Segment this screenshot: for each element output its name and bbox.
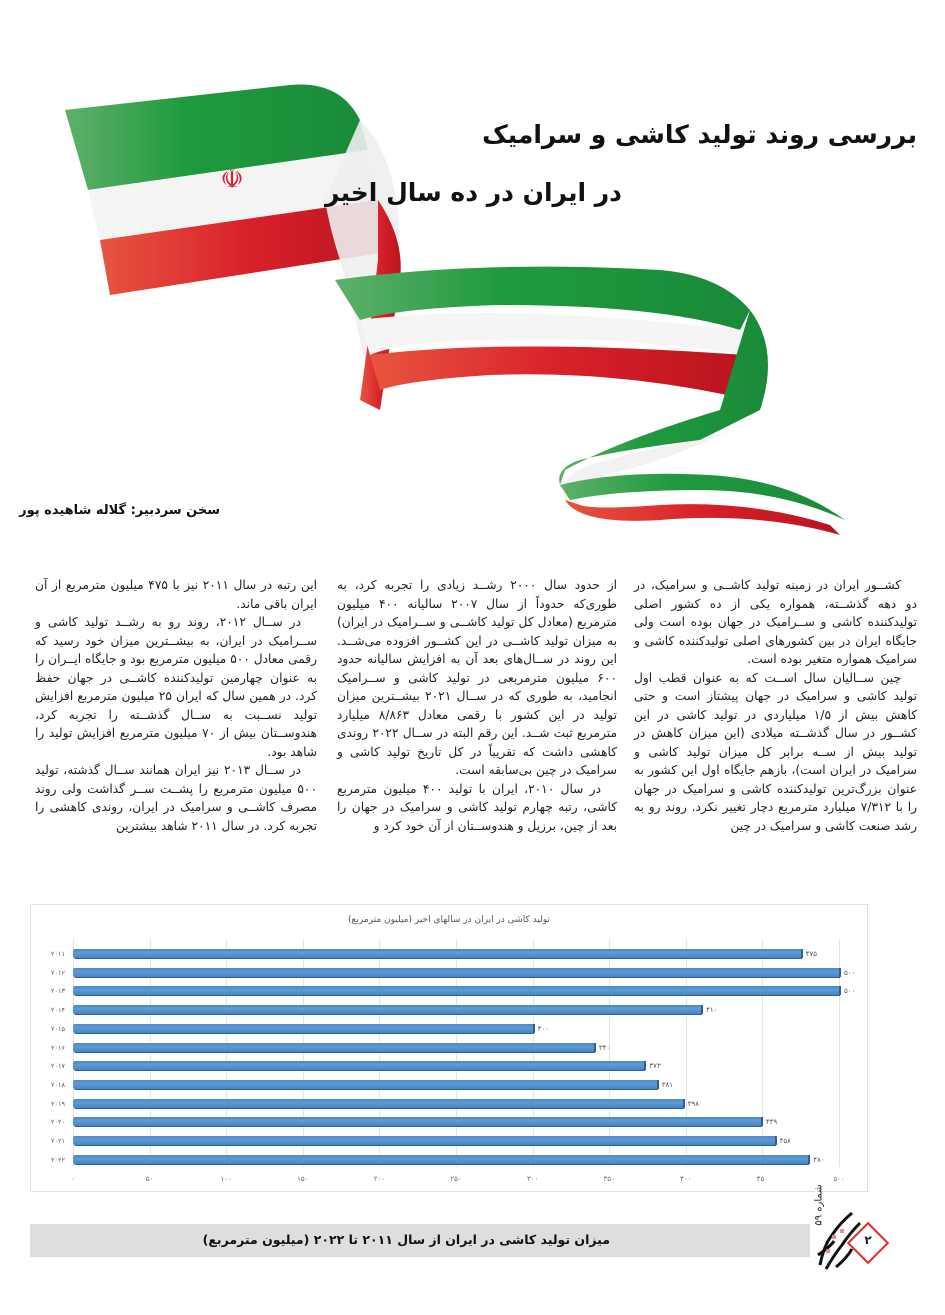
bar-value-label: ۴۸۰ (813, 1155, 825, 1164)
bar-value-label: ۴۴۹ (765, 1118, 778, 1127)
y-axis-label: ۲۰۱۳ (51, 987, 65, 996)
x-axis-tick: ۲۰۰ (373, 1175, 386, 1183)
y-axis-label: ۲۰۲۱ (51, 1137, 65, 1145)
bar (73, 1080, 657, 1089)
article-column-3 (35, 576, 317, 835)
article-column-2 (337, 576, 617, 835)
issue-number-label: شماره ۵۹ (813, 1184, 825, 1226)
article-title-line-1: بررسی روند تولید کاشی و سرامیک (482, 120, 917, 149)
y-axis-label: ۲۰۱۸ (51, 1080, 65, 1089)
paragraph: در سال ۲۰۱۰، ایران با تولید ۴۰۰ میلیون مترمربع کاشی، رتبه چهارم تولید کاشی و سرامیک در جهان را بعد از چین، برزیل و هندوســتان از آن خود کرد و (337, 781, 617, 833)
y-axis-label: ۲۰۱۷ (51, 1062, 65, 1071)
bar-row (31, 986, 867, 996)
bar-value-label: ۴۱۰ (706, 1006, 718, 1015)
svg-text:☫: ☫ (220, 165, 244, 195)
bar (73, 1117, 761, 1126)
bar-row (31, 968, 867, 978)
chart-caption-bar (30, 1224, 810, 1257)
bar (73, 1099, 683, 1108)
x-axis-tick: ۰ (71, 1175, 75, 1183)
bar-row (31, 1080, 867, 1090)
paragraph: چین ســالیان سال اســت که به عنوان قطب اول تولید کاشی و سرامیک در جهان پیشتاز است و حتی کاهش بیش از ۱/۵ میلیاردی در تولید کاشی در این کشــور در سال گذشــته میلادی (این میزان کاهش در تولید بیش از ســه برابر کل میزان تولید کاشی و سرامیک در ایران است)، بازهم جایگاه اول این کشور به عنوان بزرگ‌ترین تولیدکننده کاشی و سرامیک در جهان را با ۷/۳۱۲ میلیارد مترمربع دچار تغییر نکرد. روند رو به رشد صنعت کاشی و سرامیک در چین (634, 670, 917, 833)
bar-row (31, 1043, 867, 1053)
x-axis-tick: ۴۵۰ (756, 1175, 769, 1183)
page-number: ۲ (864, 1233, 872, 1247)
iran-flag-ribbon-image (60, 80, 860, 540)
bar (73, 949, 801, 958)
bar-value-label: ۵۰۰ (844, 987, 856, 996)
y-axis-label: ۲۰۱۲ (51, 968, 65, 977)
x-axis-tick: ۳۵۰ (603, 1175, 615, 1183)
paragraph: از حدود سال ۲۰۰۰ رشــد زیادی را تجربه کرد، به طوری‌که حدوداً از سال ۲۰۰۷ سالیانه ۴۰۰ میلیون مترمربع (معادل کل تولید کاشــی و ســرامیک در ایران) به میزان تولید کاشــی در این کشــور افزوده می‌شــد. این روند در ســال‌های بعد آن به افزایش سالیانه حدود ۶۰۰ میلیون مترمربعی در تولید کاشی و ســرامیک انجامید، به طوری که در ســال ۲۰۲۱ بیشــترین میزان تولید در این کشور با رقمی معادل ۸/۸۶۳ میلیارد مترمربع ثبت شــد. این رقم البته در ســال ۲۰۲۲ روندی کاهشی داشت که تقریباً در کل تاریخ تولید کاشی و سرامیک در چین بی‌سابقه است. (337, 578, 618, 777)
bar-row (31, 1024, 867, 1034)
chart-title: تولید کاشی در ایران در سالهای اخیر (میلیون مترمربع) (348, 915, 550, 925)
bar (73, 1061, 644, 1070)
x-axis-tick: ۱۵۰ (297, 1175, 309, 1183)
x-axis-tick: ۳۰۰ (526, 1175, 539, 1183)
x-axis-tick: ۵۰۰ (833, 1175, 845, 1183)
bar-row (31, 949, 867, 959)
bar-row (31, 1061, 867, 1071)
bar-row (31, 1117, 867, 1127)
bar-value-label: ۳۹۸ (687, 1099, 700, 1108)
bar-value-label: ۴۷۵ (805, 950, 817, 958)
bar-value-label: ۳۰۰ (537, 1024, 549, 1033)
bar-value-label: ۳۴۰ (598, 1043, 611, 1052)
paragraph: در ســال ۲۰۱۲، روند رو به رشــد تولید کاشی و ســرامیک در ایران، به بیشــترین میزان خود رسید که رقمی معادل ۵۰۰ میلیون مترمربع بود و جایگاه ایــران را به عنوان چهارمین تولیدکننده کاشــی در جهان حفظ کرد. در همین سال که ایران ۲۵ میلیون مترمربع افزایش تولید نســبت به ســال گذشــته را تجربه کرد، هندوســتان بیش از ۷۰ میلیون مترمربع افزایش تولید را شاهد بود. (35, 615, 317, 759)
paragraph: در ســال ۲۰۱۳ نیز ایران همانند ســال گذشته، تولید ۵۰۰ میلیون مترمربع را پشــت ســر گذاشت ولی روند مصرف کاشــی و سرامیک در ایران، روندی کاهشی را تجربه کرد. در سال ۲۰۱۱ شاهد بیشترین (35, 763, 317, 833)
bar (73, 968, 839, 977)
y-axis-label: ۲۰۱۶ (51, 1043, 65, 1052)
x-axis-tick: ۱۰۰ (220, 1175, 232, 1183)
bar (73, 1136, 775, 1145)
bar-row (31, 1005, 867, 1015)
bar-value-label: ۴۵۸ (779, 1137, 791, 1145)
byline: سخن سردبیر: گلاله شاهیده پور (19, 503, 220, 518)
y-axis-label: ۲۰۱۹ (51, 1099, 65, 1108)
bar-value-label: ۳۸۱ (661, 1080, 673, 1089)
bar (73, 1024, 533, 1033)
paragraph: کشــور ایران در زمینه تولید کاشــی و سرامیک، در دو دهه گذشــته، همواره یکی از ده کشور اصلی تولیدکننده کاشی و ســرامیک در جهان بوده است ولی جایگاه ایران در بین کشورهای اصلی تولیدکننده کاشی و سرامیک همواره متغیر بوده است. (634, 578, 917, 666)
bar (73, 1043, 594, 1052)
y-axis-label: ۲۰۱۴ (51, 1006, 65, 1015)
article-title-line-2: در ایران در ده سال اخیر (325, 178, 622, 207)
x-axis-tick: ۴۰۰ (680, 1175, 692, 1183)
bar (73, 986, 839, 995)
y-axis-label: ۲۰۲۰ (51, 1118, 65, 1127)
bar-row (31, 1155, 867, 1165)
article-column-1 (634, 576, 917, 835)
production-bar-chart (30, 904, 868, 1192)
bar-row (31, 1136, 867, 1146)
bar (73, 1155, 808, 1164)
x-axis-tick: ۲۵۰ (450, 1175, 462, 1183)
y-axis-label: ۲۰۱۵ (51, 1024, 65, 1033)
chart-caption: میزان تولید کاشی در ایران از سال ۲۰۱۱ تا ۲۰۲۲ (میلیون مترمربع) (202, 1232, 610, 1247)
bar-value-label: ۳۷۳ (649, 1062, 661, 1071)
y-axis-label: ۲۰۱۱ (51, 950, 65, 958)
bar-row (31, 1099, 867, 1109)
bar-value-label: ۵۰۰ (844, 968, 856, 977)
paragraph: این رتبه در سال ۲۰۱۱ نیز با ۴۷۵ میلیون مترمربع از آن ایران باقی ماند. (35, 578, 317, 611)
y-axis-label: ۲۰۲۲ (51, 1155, 65, 1164)
x-axis-tick: ۵۰ (145, 1175, 154, 1183)
bar (73, 1005, 701, 1014)
